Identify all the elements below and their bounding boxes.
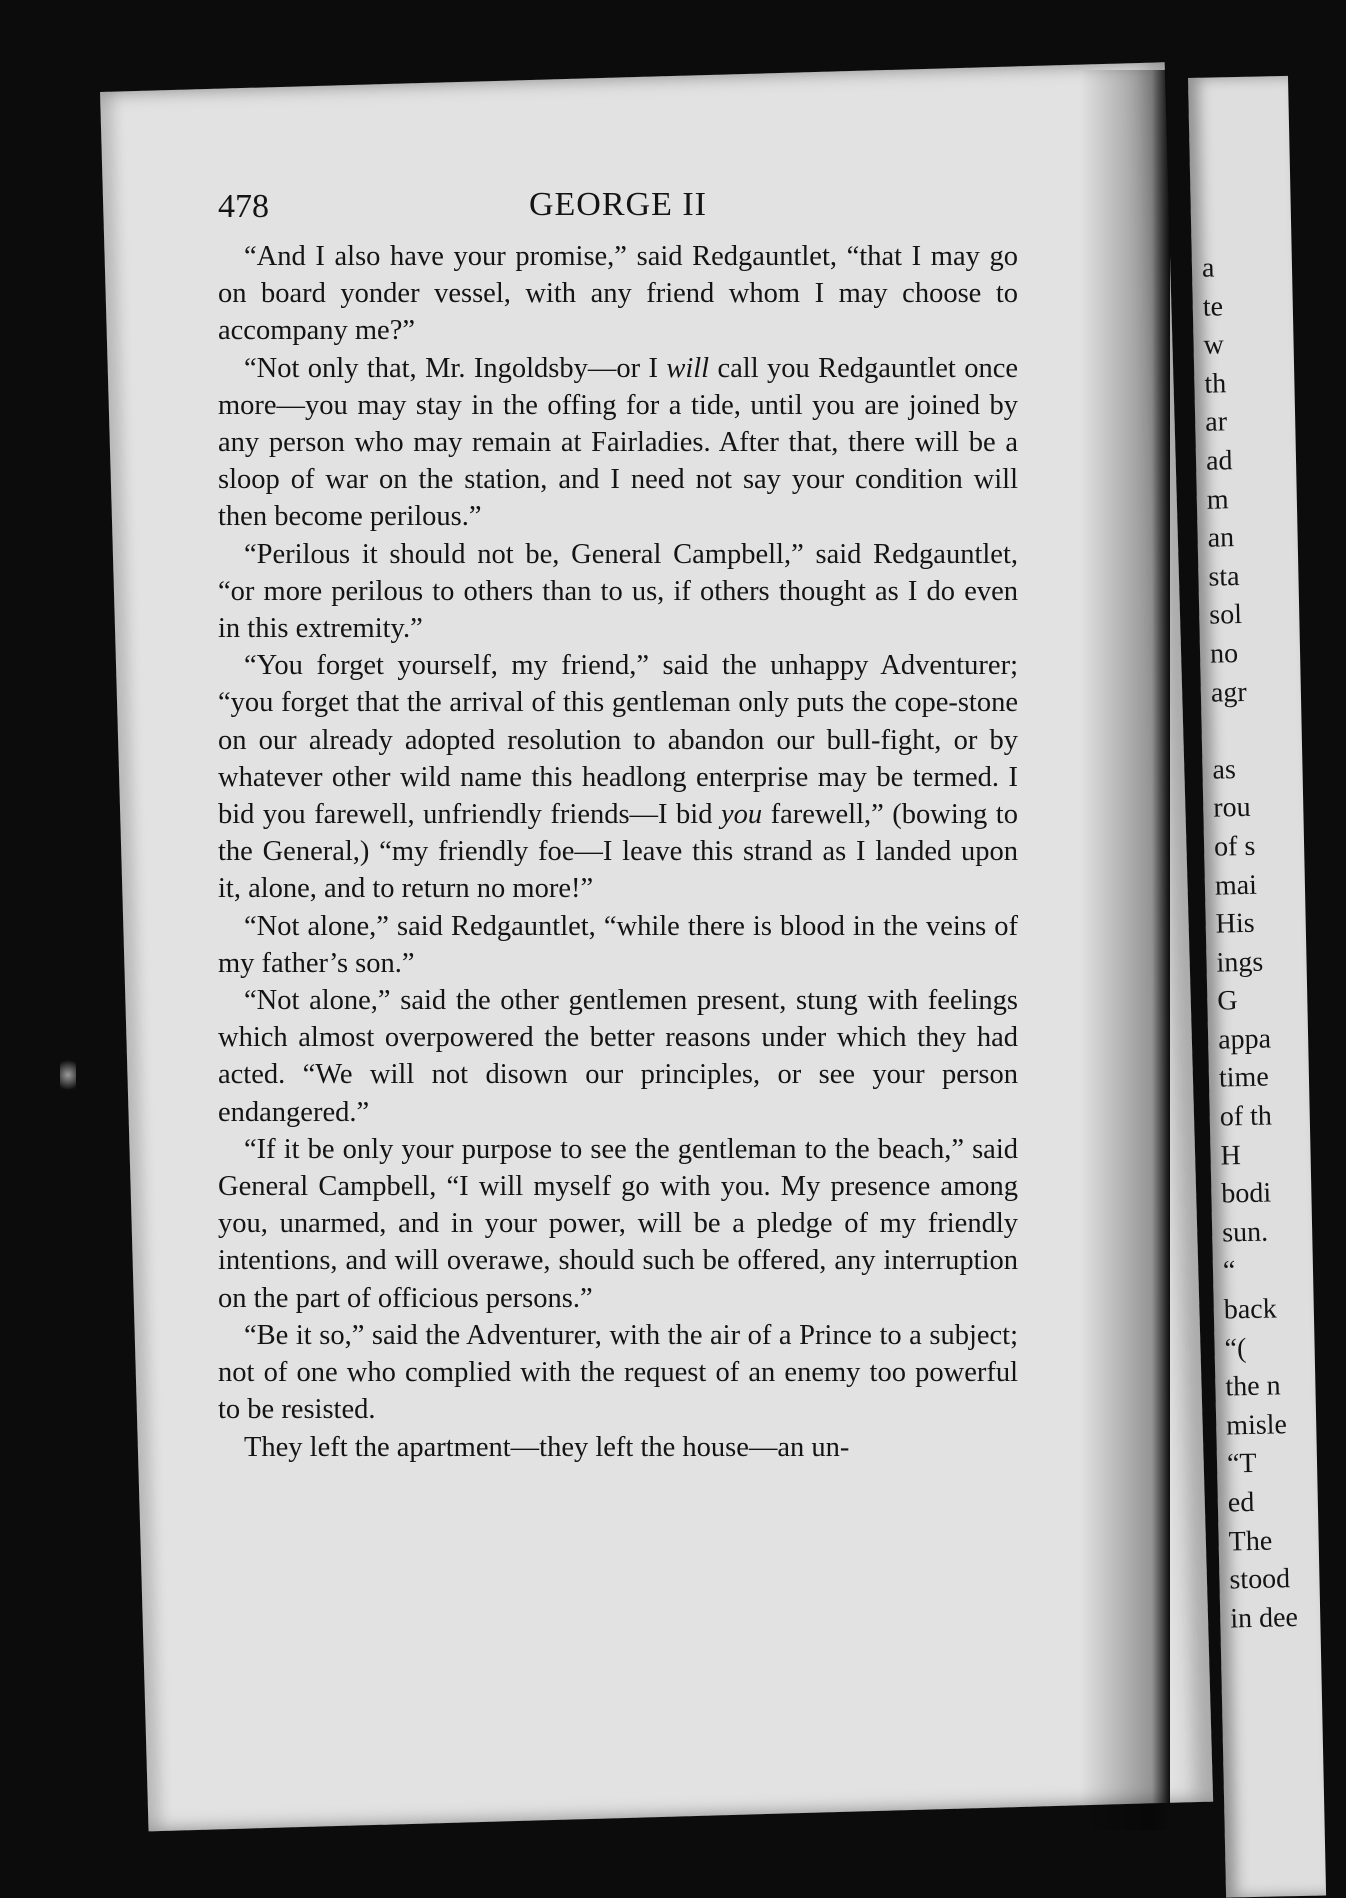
paragraph: “Perilous it should not be, General Campbell,” said Redgauntlet, “or more perilous to others than to us, if others thought as I do even in this extremity.” bbox=[218, 538, 1018, 645]
facing-page-line: rou bbox=[1212, 792, 1251, 824]
facing-page-line: H bbox=[1220, 1139, 1242, 1172]
facing-page-line: ad bbox=[1205, 445, 1233, 477]
facing-page-line: His bbox=[1215, 907, 1255, 940]
facing-page-line: G bbox=[1217, 985, 1238, 1017]
facing-page-line: of s bbox=[1213, 830, 1256, 863]
facing-page-line: mai bbox=[1214, 869, 1258, 902]
facing-page-line bbox=[1211, 710, 1322, 751]
paragraph: “And I also have your promise,” said Redgauntlet, “that I may go on board yonder vessel, with any friend whom I may choose to accompany me?” bbox=[218, 241, 1018, 347]
facing-page-line: sol bbox=[1208, 599, 1243, 632]
facing-page-line: sta bbox=[1208, 560, 1240, 593]
facing-page-line: “T bbox=[1226, 1448, 1257, 1480]
facing-page-line: th bbox=[1204, 368, 1227, 400]
facing-page-line: ar bbox=[1204, 406, 1228, 439]
facing-page-line: stood bbox=[1229, 1563, 1291, 1596]
paragraph: “If it be only your purpose to see the gentleman to the beach,” said General Campbell, “I will myself go with you. My presence among you, unarmed, and in your power, will be a pledge of my friendly intentions, and will overawe, should such be offered, any interruption on the part of officious persons.” bbox=[218, 1133, 1018, 1314]
facing-page-line: sun. bbox=[1221, 1216, 1269, 1249]
facing-page-line: The bbox=[1228, 1525, 1273, 1558]
facing-page-line: time bbox=[1218, 1062, 1270, 1095]
facing-page-line: te bbox=[1202, 290, 1224, 323]
running-title: GEORGE II bbox=[528, 186, 708, 223]
book-gutter-shadow bbox=[1080, 70, 1170, 1830]
facing-page-line: m bbox=[1206, 483, 1229, 516]
facing-page-line: an bbox=[1207, 522, 1235, 554]
facing-page-line: in dee bbox=[1229, 1601, 1299, 1635]
facing-page-line: misle bbox=[1225, 1409, 1288, 1442]
facing-page-line: bodi bbox=[1221, 1177, 1272, 1210]
facing-page-text bbox=[1202, 247, 1341, 1638]
facing-page-line: “ bbox=[1222, 1255, 1236, 1287]
body-text bbox=[218, 238, 1018, 1466]
page-content bbox=[218, 170, 1018, 1466]
facing-page-line: w bbox=[1203, 329, 1225, 361]
scan-blemish bbox=[60, 1055, 76, 1095]
paragraph: “Be it so,” said the Adventurer, with the air of a Prince to a subject; not of one who complied with the request of an enemy too powerful to be resisted. bbox=[218, 1319, 1018, 1426]
paragraph: They left the apartment—they left the house—an un- bbox=[244, 1431, 850, 1463]
page-number: 478 bbox=[218, 188, 269, 225]
facing-page-line: of th bbox=[1219, 1100, 1273, 1133]
facing-page bbox=[1188, 76, 1326, 1898]
paragraph: “Not only that, Mr. Ingoldsby—or I will call you Redgauntlet once more—you may stay in the offing for a tide, until you are joined by any person who may remain at Fairladies. After that, there will be a sloop of war on the station, and I need not say your condition will then become perilous.” bbox=[218, 352, 1019, 533]
facing-page-line: a bbox=[1201, 252, 1215, 284]
page-header bbox=[218, 170, 1018, 238]
facing-page-line: back bbox=[1223, 1293, 1277, 1326]
facing-page-line: ed bbox=[1227, 1486, 1255, 1519]
facing-page-line: as bbox=[1212, 753, 1237, 786]
facing-page-line: ings bbox=[1216, 946, 1264, 979]
facing-page-line: agr bbox=[1210, 676, 1247, 709]
facing-page-line: no bbox=[1209, 638, 1239, 670]
paragraph: “Not alone,” said the other gentlemen present, stung with feelings which almost overpowered the better reasons under which they had acted. “We will not disown our principles, or see your person endangered.” bbox=[218, 985, 1018, 1128]
facing-page-line: appa bbox=[1217, 1023, 1272, 1056]
facing-page-line: the n bbox=[1225, 1370, 1281, 1403]
paragraph: “You forget yourself, my friend,” said the unhappy Adventurer; “you forget that the arrival of this gentleman only puts the cope-stone on our already adopted resolution to abandon our bull-fight, or by whatever other wild name this headlong enterprise may be termed. I bid you farewell, unfriendly friends—I bid you farewell,” (bowing to the General,) “my friendly foe—I leave this strand as I landed upon it, alone, and to return no more!” bbox=[218, 650, 1018, 905]
paragraph: “Not alone,” said Redgauntlet, “while there is blood in the veins of my father’s son.” bbox=[218, 910, 1018, 979]
facing-page-line: “( bbox=[1224, 1332, 1247, 1365]
